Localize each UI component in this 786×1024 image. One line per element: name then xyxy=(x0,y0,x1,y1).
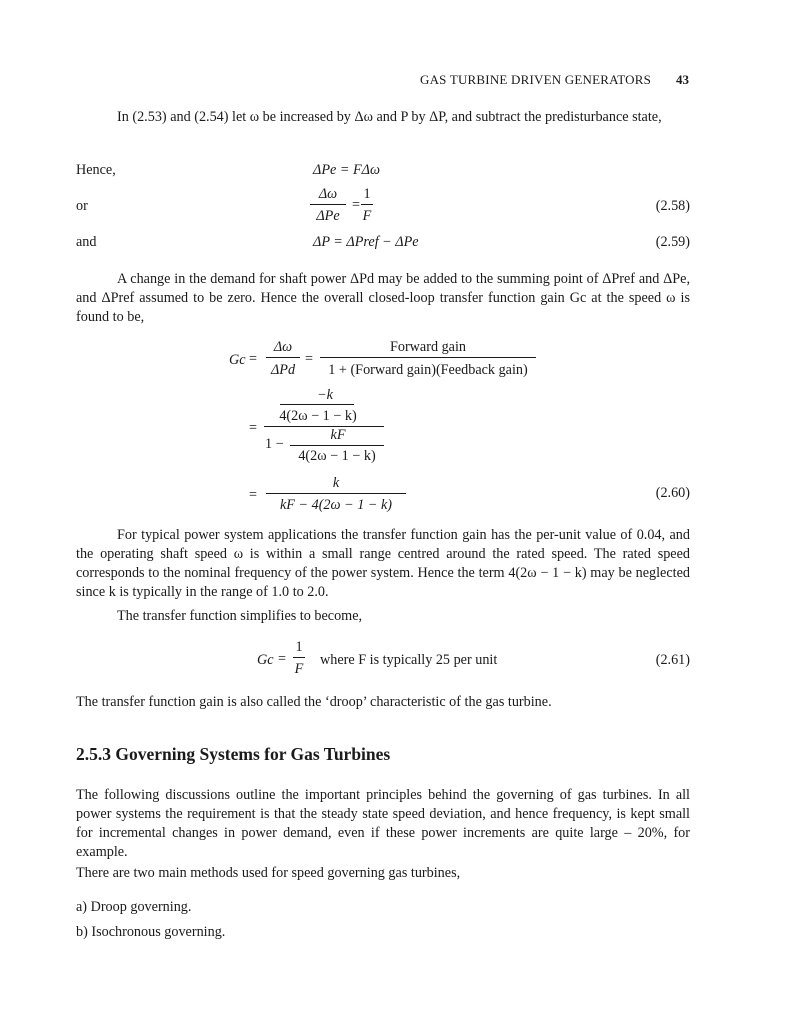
step2-top-den: 4(2ω − 1 − k) xyxy=(279,408,357,424)
equation-number-2-61: (2.61) xyxy=(655,652,690,668)
step3-equals: = xyxy=(249,487,258,503)
list-item-isochronous: b) Isochronous governing. xyxy=(76,924,226,940)
simple-fraction-line xyxy=(293,657,305,658)
step2-main-line xyxy=(264,426,384,427)
gain-den2: 1 + (Forward gain)(Feedback gain) xyxy=(328,362,528,378)
step2-top-num: −k xyxy=(317,387,333,403)
step3-den: kF − 4(2ω − 1 − k) xyxy=(279,497,392,513)
gain-equals-1: = xyxy=(249,351,258,367)
demand-paragraph: A change in the demand for shaft power ΔPd may be added to the summing point of ΔPref and ΔPe, and ΔPref assumed to be zero. Hence the overall closed-loop transfer function gain Gc at the speed ω is found to be, xyxy=(76,271,690,325)
or-numerator: Δω xyxy=(318,186,338,202)
section-heading: 2.5.3 Governing Systems for Gas Turbines xyxy=(76,744,391,764)
and-label: and xyxy=(76,234,97,250)
simple-note: where F is typically 25 per unit xyxy=(320,652,498,668)
typical-paragraph: For typical power system applications the transfer function gain has the per-unit value of 0.04, and the operating shaft speed ω is within a small range centred around the rated speed. The rated speed corresponds to the nominal frequency of the power system. Hence the term 4(2ω − 1 − k) may be neglected since k is typically in the range of 1.0 to 2.0. xyxy=(76,527,690,600)
equation-number-2-59: (2.59) xyxy=(655,234,690,250)
and-equation: ΔP = ΔPref − ΔPe xyxy=(313,234,419,250)
or-denominator: ΔPe xyxy=(316,208,340,224)
intro-paragraph: In (2.53) and (2.54) let ω be increased by Δω and P by ΔP, and subtract the predisturbance state, xyxy=(117,109,662,125)
gain-den1: ΔPd xyxy=(270,362,296,378)
gain-lhs: Gc xyxy=(229,352,246,368)
simple-lhs: Gc xyxy=(257,652,274,668)
gain-equals-2: = xyxy=(305,351,314,367)
equation-number-2-60: (2.60) xyxy=(655,485,690,501)
gain-fraction-line-1 xyxy=(266,357,300,358)
or-rhs-fraction-line xyxy=(361,204,373,205)
section-paragraph-2: There are two main methods used for speed governing gas turbines, xyxy=(76,865,461,881)
list-item-droop: a) Droop governing. xyxy=(76,899,192,915)
simplifies-paragraph: The transfer function simplifies to become, xyxy=(117,608,363,624)
or-label: or xyxy=(76,198,88,214)
gain-num1: Δω xyxy=(273,339,293,355)
or-equals: = xyxy=(352,197,361,213)
running-title: GAS TURBINE DRIVEN GENERATORS xyxy=(420,72,652,87)
step2-bot-line xyxy=(290,445,384,446)
hence-label: Hence, xyxy=(76,162,116,178)
or-rhs-denominator: F xyxy=(362,208,372,224)
or-fraction-line xyxy=(310,204,346,205)
step2-top-line xyxy=(280,404,354,405)
step3-num: k xyxy=(332,475,340,491)
simple-num: 1 xyxy=(295,639,303,655)
step2-equals: = xyxy=(249,420,258,436)
droop-paragraph: The transfer function gain is also called the ‘droop’ characteristic of the gas turbine. xyxy=(76,694,552,710)
simple-equals: = xyxy=(278,651,287,667)
equation-number-2-58: (2.58) xyxy=(655,198,690,214)
running-header xyxy=(420,73,651,86)
gain-num2: Forward gain xyxy=(389,339,467,355)
simple-den: F xyxy=(294,661,304,677)
or-rhs-numerator: 1 xyxy=(363,186,371,202)
gain-fraction-line-2 xyxy=(320,357,536,358)
step3-line xyxy=(266,493,406,494)
step2-bot-num: kF xyxy=(330,427,346,443)
hence-equation: ΔPe = FΔω xyxy=(313,162,380,178)
section-paragraph-1: The following discussions outline the important principles behind the governing of gas turbines. In all power systems the requirement is that the steady state speed deviation, and hence frequency, is kept small for incremental changes in power demand, even if these power increments are quite large – 20%, for example. xyxy=(76,787,690,860)
step2-bot-den: 4(2ω − 1 − k) xyxy=(298,448,376,464)
step2-one-minus: 1 − xyxy=(265,436,284,452)
page-number: 43 xyxy=(676,72,689,87)
